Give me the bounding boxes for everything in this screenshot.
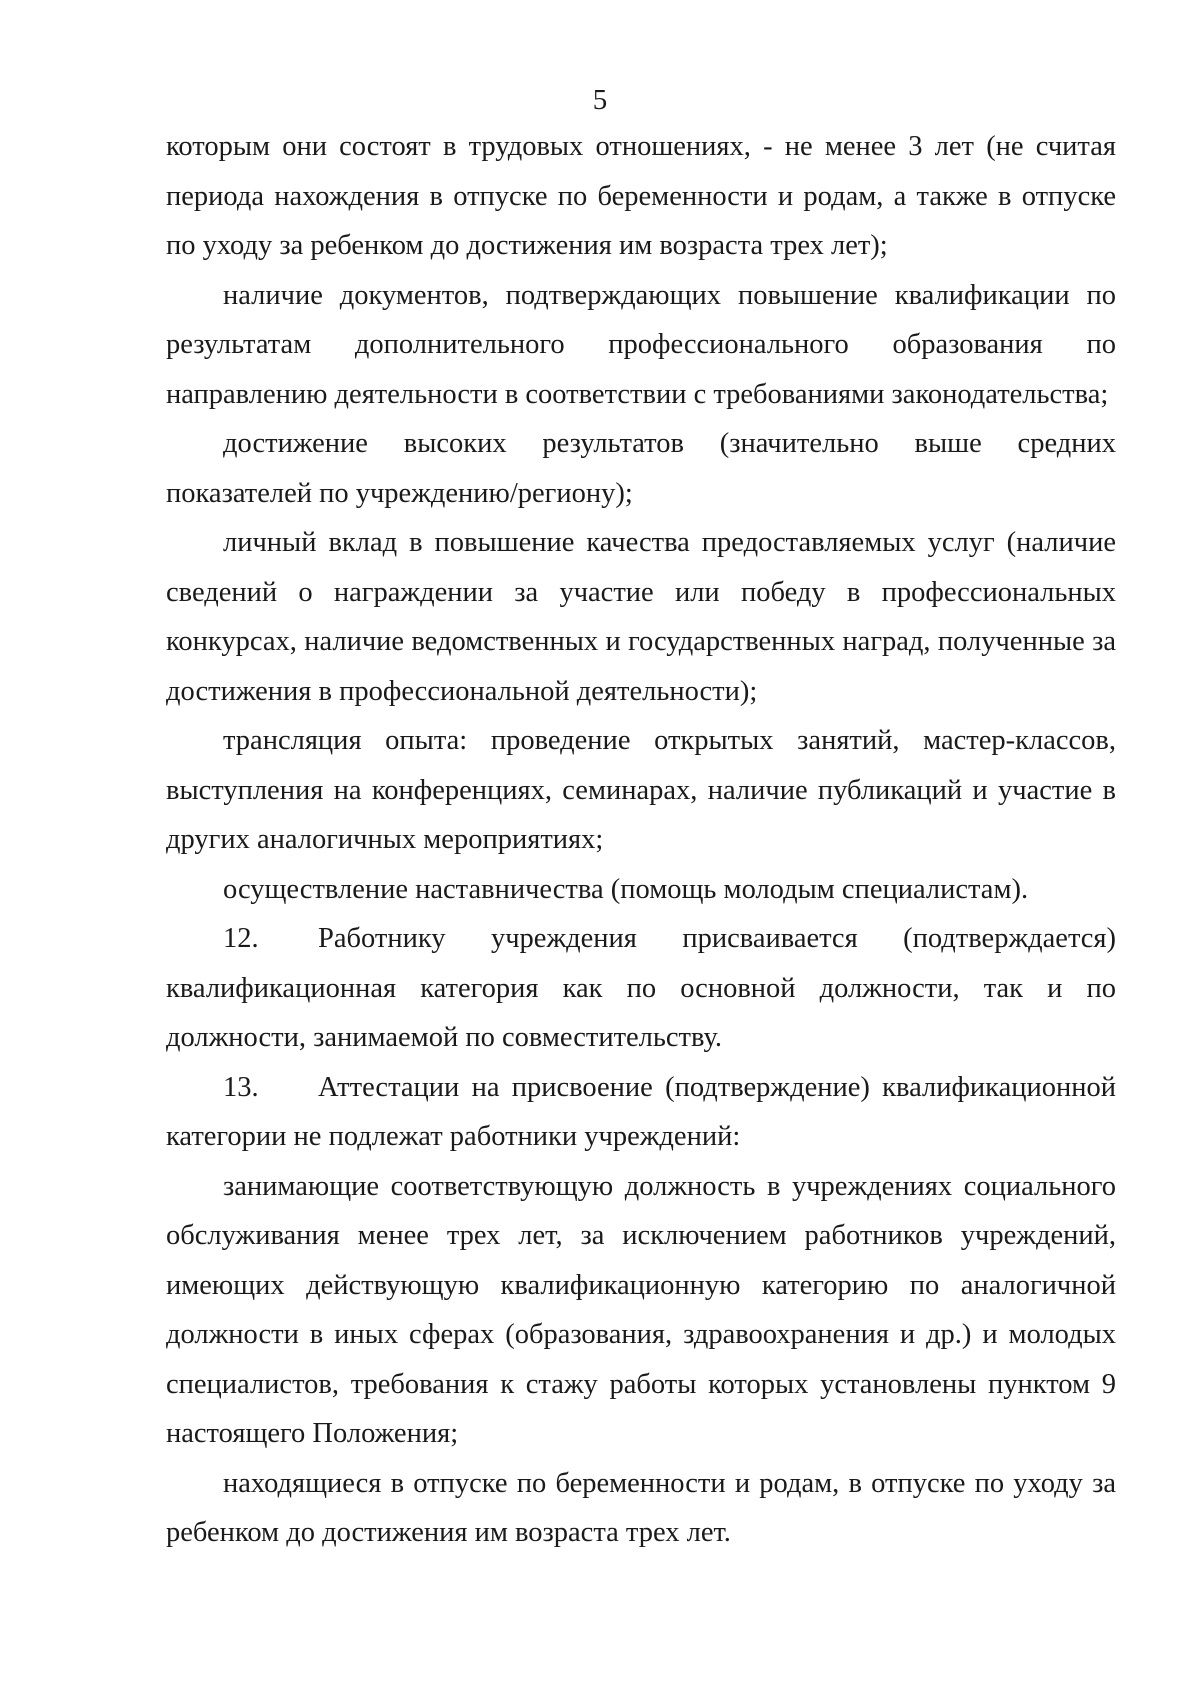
item-number-12: 12. <box>223 923 259 954</box>
document-body <box>166 122 1116 1558</box>
paragraph-personal-contribution: личный вклад в повышение качества предоставляемых услуг (наличие сведений о награждении за участие или победу в профессиональных конкурсах, наличие ведомственных и государственных наград, полученные за достижения в профессиональной деятельности); <box>166 527 1116 707</box>
page-number: 5 <box>592 84 608 116</box>
paragraph-less-than-three-years: занимающие соответствующую должность в учреждениях социального обслуживания менее трех лет, за исключением работников учреждений, имеющих действующую квалификационную категорию по аналогичной должности в иных сферах (образования, здравоохранения и др.) и молодых специалистов, требования к стажу работы которых установлены пунктом 9 настоящего Положения; <box>166 1170 1116 1449</box>
paragraph-continuation: которым они состоят в трудовых отношениях, - не менее 3 лет (не считая периода нахождения в отпуске по беременности и родам, а также в отпуске по уходу за ребенком до достижения им возраста трех лет); <box>166 131 1116 261</box>
paragraph-on-leave: находящиеся в отпуске по беременности и родам, в отпуске по уходу за ребенком до достижения им возраста трех лет. <box>166 1467 1116 1548</box>
paragraph-qualification-documents: наличие документов, подтверждающих повышение квалификации по результатам дополнительного профессионального образования по направлению деятельности в соответствии с требованиями законодательства; <box>166 279 1116 410</box>
paragraph-mentoring: осуществление наставничества (помощь молодым специалистам). <box>223 873 1029 905</box>
item-text-13: Аттестации на присвоение (подтверждение) квалификационной категории не подлежат работники учреждений: <box>166 1071 1116 1152</box>
paragraph-item-13 <box>166 1063 1116 1162</box>
item-number-13: 13. <box>223 1071 259 1103</box>
item-text-12: Работнику учреждения присваивается (подтверждается) квалификационная категория как по основной должности, так и по должности, занимаемой по совместительству. <box>166 923 1116 1053</box>
paragraph-item-12 <box>166 914 1116 1063</box>
paragraph-high-results: достижение высоких результатов (значительно выше средних показателей по учреждению/региону); <box>166 428 1116 509</box>
paragraph-experience-sharing: трансляция опыта: проведение открытых занятий, мастер-классов, выступления на конференциях, семинарах, наличие публикаций и участие в других аналогичных мероприятиях; <box>166 725 1116 855</box>
